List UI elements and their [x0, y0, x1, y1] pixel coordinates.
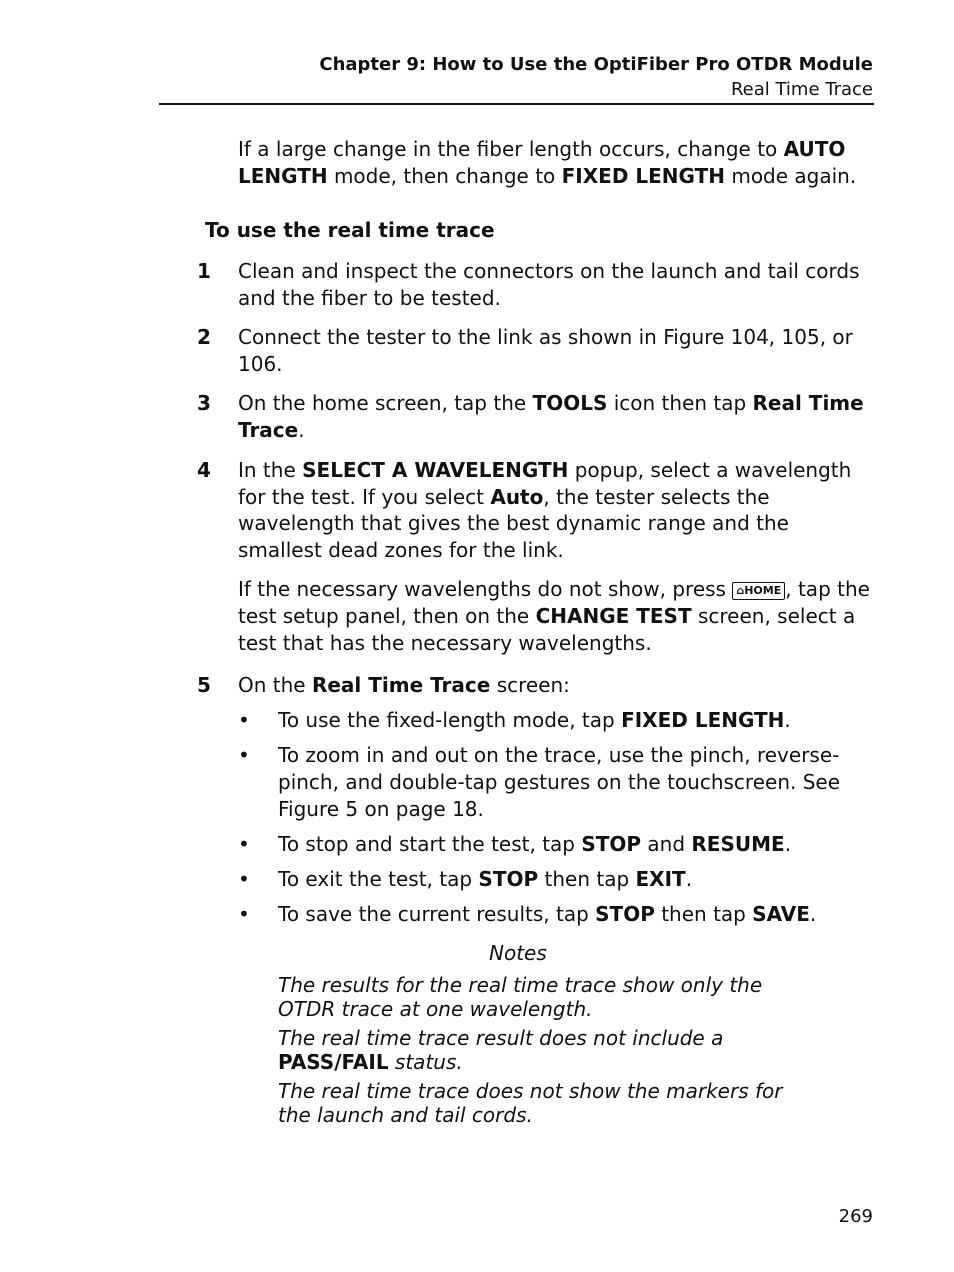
step-text: Clean and inspect the connectors on the launch and tail cords and the fiber to be tested.: [238, 259, 860, 310]
step-number: 4: [197, 458, 211, 482]
list-item: • To use the fixed-length mode, tap FIXED LENGTH.: [238, 708, 791, 732]
step-2: [197, 324, 872, 377]
note-2: The real time trace result does not include a PASS/FAIL status.: [278, 1026, 724, 1074]
bullet-icon: •: [238, 743, 250, 767]
intro-paragraph: If a large change in the fiber length occurs, change to AUTO LENGTH mode, then change to FIXED LENGTH mode again.: [238, 137, 857, 188]
step-1: [197, 258, 872, 311]
step-number: 3: [197, 391, 211, 415]
step-text: In the SELECT A WAVELENGTH popup, select a wavelength for the test. If you select Auto, the tester selects the wavelength that gives the best dynamic range and the smallest dead zones for the link.: [238, 458, 852, 562]
list-item: • To zoom in and out on the trace, use the pinch, reverse-pinch, and double-tap gestures on the touchscreen. See Figure 5 on page 18.: [238, 743, 841, 821]
list-item: • To save the current results, tap STOP then tap SAVE.: [238, 902, 817, 926]
bullet-icon: •: [238, 832, 250, 856]
step-text: On the home screen, tap the TOOLS icon then tap Real Time Trace.: [238, 391, 864, 442]
running-header-chapter: Chapter 9: How to Use the OptiFiber Pro OTDR Module: [319, 54, 873, 75]
page-number: 269: [838, 1206, 873, 1227]
step-text: On the Real Time Trace screen:: [238, 673, 570, 697]
list-item: • To exit the test, tap STOP then tap EXIT.: [238, 867, 693, 891]
step-5: [197, 672, 872, 699]
step-number: 1: [197, 259, 211, 283]
note-1: The results for the real time trace show only the OTDR trace at one wavelength.: [278, 973, 763, 1021]
note-3: The real time trace does not show the markers for the launch and tail cords.: [278, 1079, 783, 1127]
bullet-icon: •: [238, 902, 250, 926]
step-4-note: If the necessary wavelengths do not show, press ⌂HOME , tap the test setup panel, then on the CHANGE TEST screen, select a test that has the necessary wavelengths.: [238, 577, 870, 655]
step-number: 5: [197, 673, 211, 697]
step-4: [197, 457, 872, 563]
header-rule: [159, 103, 874, 105]
step-number: 2: [197, 325, 211, 349]
bullet-icon: •: [238, 708, 250, 732]
notes-heading: Notes: [489, 941, 547, 965]
list-item: • To stop and start the test, tap STOP and RESUME.: [238, 832, 792, 856]
running-header-section: Real Time Trace: [730, 79, 873, 100]
step-text: Connect the tester to the link as shown in Figure 104, 105, or 106.: [238, 325, 853, 376]
step-3: [197, 390, 872, 443]
home-key-icon: ⌂HOME: [732, 582, 785, 600]
procedure-title: To use the real time trace: [205, 218, 495, 242]
bullet-icon: •: [238, 867, 250, 891]
